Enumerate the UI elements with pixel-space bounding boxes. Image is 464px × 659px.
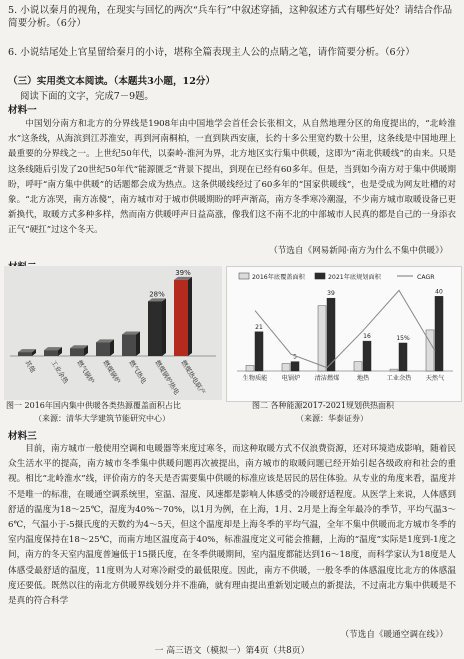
chart-2-legend-swatch [315,273,325,279]
chart-2-value-label: 21 [255,323,263,331]
figure-1-source: （来源：清华大学建筑节能研究中心） [34,414,170,423]
chart-1-category-label: 燃煤锅炉热电 [153,358,181,397]
section-lead: 阅读下面的文字，完成7－9题。 [20,91,154,102]
figure-1 [4,266,222,400]
chart-2-bar [318,306,326,371]
chart-2-value-label: 39 [327,290,335,298]
chart-2-category-label: 电锅炉 [281,375,301,382]
material-3-label: 材料三 [8,431,37,442]
chart-1-bar [70,348,84,356]
chart-1-category-label: 燃煤热电联产 [179,358,207,397]
chart-2-bar [354,362,362,371]
chart-2-value-label: 16 [363,333,371,341]
chart-2-bar [282,364,290,371]
chart-2-legend-label: CAGR [417,274,435,281]
chart-2-cagr-line [255,290,435,367]
chart-1-category-label: 燃气锅炉 [75,358,96,386]
chart-2-value-label: 15% [396,335,410,342]
chart-2-category-label: 天然气 [425,375,445,382]
chart-1-bar [122,335,136,356]
chart-2-legend-label: 2016年底覆盖面积 [252,274,305,281]
chart-2-bar [246,365,254,371]
chart-2-bar [255,332,263,371]
chart-2-value-label: 5 [293,353,297,361]
chart-1-bar [44,350,58,356]
chart-1-bar-side [136,332,140,356]
chart-2-bar [363,341,371,371]
chart-1-bar [148,301,162,356]
chart-2-bar [435,296,443,371]
chart-2-category-label: 生物质能 [242,375,268,382]
chart-1-category-label: 燃气热电 [127,358,148,386]
chart-1-value-label: 39% [175,268,191,277]
chart-1-bar [96,342,110,356]
chart-2-bar [390,369,398,371]
figure-1-caption: 图一 2016年国内集中供暖各类热源覆盖面积占比 [6,401,181,410]
chart-2-value-label: 40 [435,288,443,296]
chart-1-value-label: 28% [149,290,165,299]
chart-2-category-label: 工业余热 [386,375,412,382]
chart-1-category-label: 其他 [23,358,37,375]
material-1-text: 中国划分南方和北方的分界线是1908年由中国地学会首任会长张相文，从自然地理分区的角度提出的，“北岭淮水”这条线，从海滨到江苏淮安，再到河南桐柏，一直到陕西安康，长约十多公里宽约数十公里，这条线是中国地理上最重要的分界线之一。上世纪50年代，以秦岭-淮河为界，北方地区实行集中供暖，这即为“南北供暖线”的由来。只是这条线随后引发了20世纪50年代“能源匮乏”背景下提出，到现在已经有60多年。但是，当到如今南方对于集中供暖期盼，呼吁“南方集中供暖”的话题都会成为热点。这条供暖线经过了60多年的“国家供暖线”，也是受成为网友吐槽的对象。“北方冻哭，南方冻傻”，南方城市对于城市供暖期盼的呼声渐高，南方冬季寒冷潮湿，不少南方城市取暖设备已更新换代，取暖方式多种多样，然而南方供暖呼声日益高涨，像我们这不南不北的中部城市人民真的都是自己的一身添衣正气“硬扛”过这个冬天。 [8,119,456,236]
figure-2-caption: 图二 各种能源2017-2021规划供热面积 [252,401,394,410]
chart-1-bar [174,280,188,356]
chart-2-legend-label: 2021年底规划面积 [328,274,381,281]
chart-1-bar-side [188,277,192,356]
chart-2-category-label: 清洁燃煤 [314,375,340,382]
chart-2-legend-swatch [239,273,249,279]
figure-2 [226,266,462,402]
material-1-source: （节选自《网易新闻·南方为什么不集中供暖》） [269,246,448,256]
material-3-text: 目前，南方城市一般使用空调和电暖器等来度过寒冬，而这种取暖方式不仅浪费资源，还对环境造成影响，随着民众生活水平的提高，南方城市冬季集中供暖问题再次被提出，南方城市的取暖问题已经开始引起各级政府和社会的重视。相比“北岭淮水”线，评价南方的冬天是否需要集中供暖的标准应该是居民的居住体验。从专业的角度来看，温度并不是唯一的标准，在暖通空调系统里，室温、湿度、风速都是影响人体感受的冷暖舒适程度。从医学上来说，人体感到舒适的温度为18～25℃，湿度为40%～70%，以1月为例，在上海，1月、2月是上海全年最冷的季节，平均气温3～6℃，气温小于-5摄氏度的天数约为4～5天，但这个温度却是上海冬季的平均气温，全年不集中供暖而北方城市冬季的室内温度保持在18～25℃，而南方地区温度高于40%，标准温度定义可能会推翻，上海的“温度”实际是1度到-1度之间，南方的冬天室内温度普遍低于15摄氏度，在冬季供暖期间，室内温度都能达到16～18度，而科学家认为18度是人体感受最舒适的温度，11度则为人对寒冷耐受的最低限度。因此，南方不供暖，一般冬季的体感温度比北方的体感温度还要低。既然以往的南北方供暖界线划分并不准确，就有理由提出重新划定暖点的新提法，不过南北方集中供暖是不是真的符合科学 [8,444,456,607]
section-title: （三）实用类文本阅读。（本题共3小题，12分） [8,76,216,87]
chart-1-category-label: 工业余热 [49,358,70,386]
chart-2-svg [227,267,461,401]
chart-1-svg [4,266,222,400]
question-6: 6. 小说结尾处上官星留给秦月的小诗，堪称全篇表现主人公的点睛之笔，请作简要分析。（6分） [8,47,415,58]
figure-2-source: （来源：华泰证券） [296,414,368,423]
material-3-source: （节选自《暖通空调在线》） [340,630,448,640]
chart-1-bar [18,352,32,356]
page-footer: 一 高三语文（模拟一）第4页（共8页） [154,646,310,656]
chart-2-bar [426,330,434,371]
chart-1-bar-side [162,298,166,356]
chart-1-category-label: 燃煤锅炉 [101,358,122,386]
material-1-label: 材料一 [8,105,37,116]
chart-2-bar [291,362,299,371]
question-5: 5. 小说以秦月的视角，在现实与回忆的两次“兵车行”中叙述穿插，这种叙述方式有哪些好处？请结合作品简要分析。（6分） [8,5,453,29]
chart-2-category-label: 地热 [356,375,370,382]
chart-2-bar [399,343,407,371]
